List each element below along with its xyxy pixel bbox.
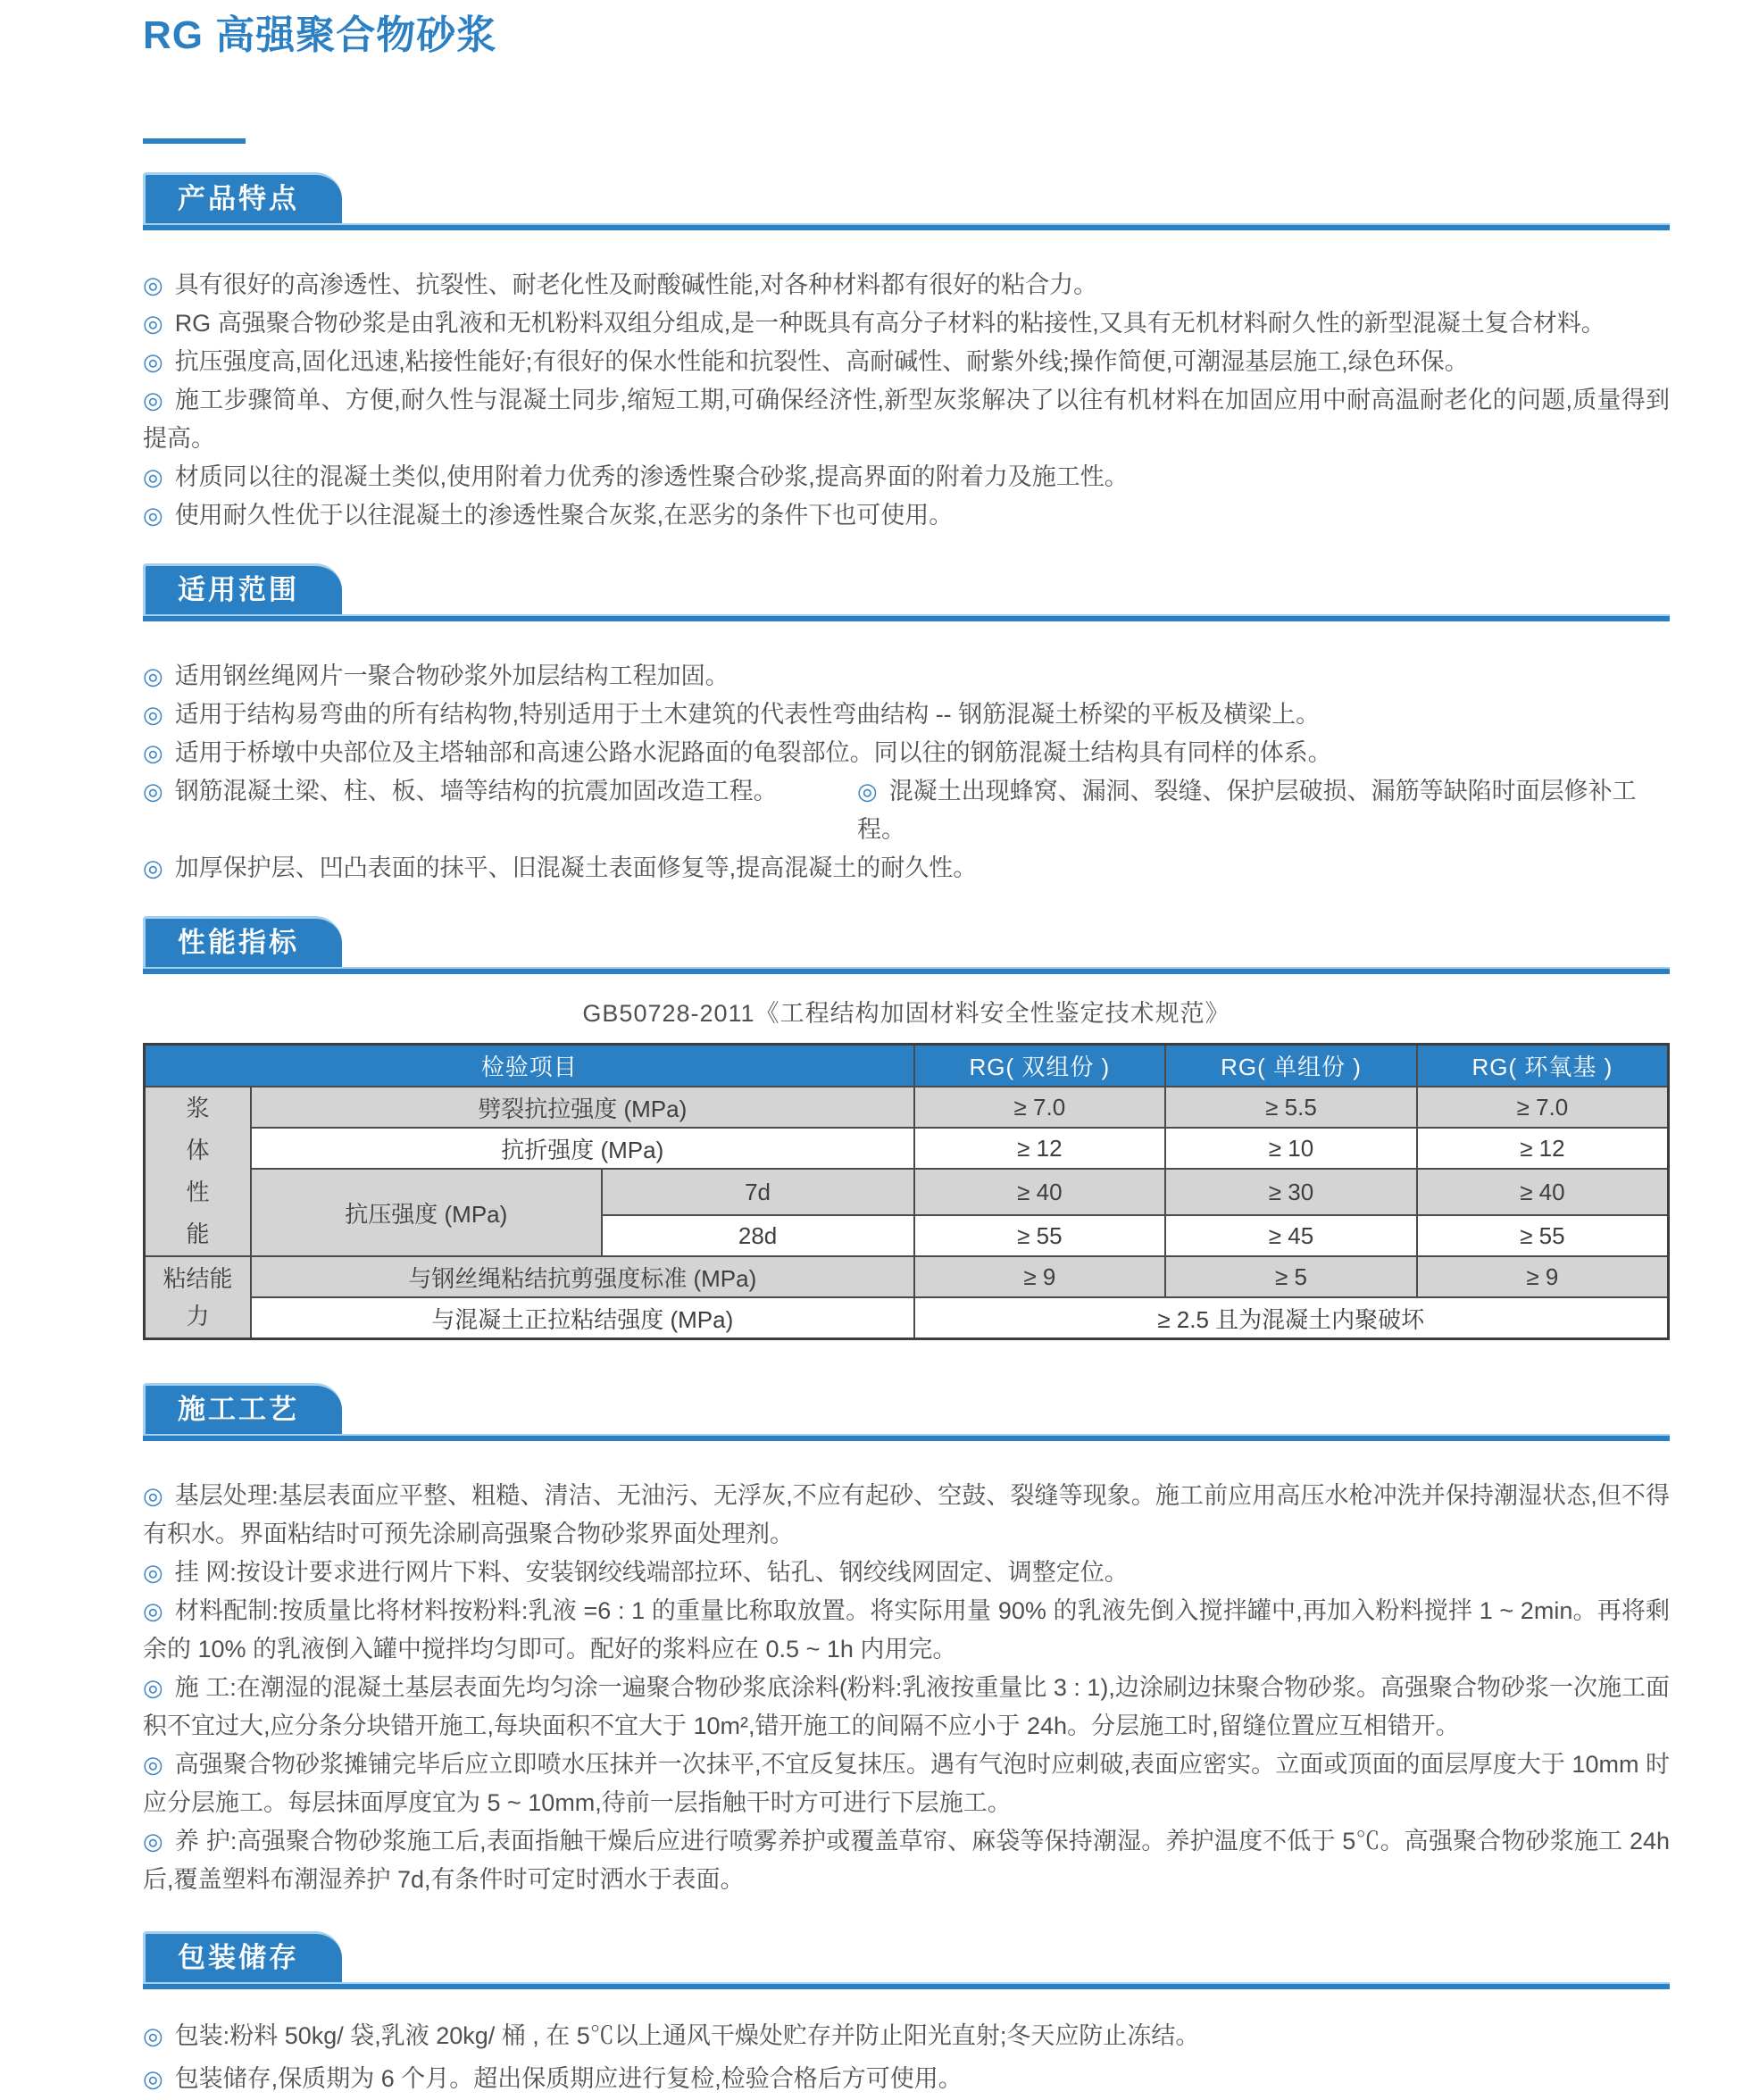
list-item-text: 养 护:高强聚合物砂浆施工后,表面指触干燥后应进行喷雾养护或覆盖草帘、麻袋等保持潮湿。养护温度不低于 5℃。高强聚合物砂浆施工 24h 后,覆盖塑料布潮湿养护 7d,有条件时可定时洒水于表面。 bbox=[143, 1827, 1670, 1893]
bullet-icon: ◎ bbox=[143, 1827, 163, 1854]
table-row bbox=[145, 1169, 1669, 1215]
bullet-icon: ◎ bbox=[143, 501, 163, 529]
list-item bbox=[143, 1554, 1670, 1592]
col-header-rg2: RG( 双组份 ) bbox=[914, 1044, 1166, 1087]
title-underline bbox=[143, 138, 246, 144]
row-label-compressive: 抗压强度 (MPa) bbox=[251, 1169, 602, 1256]
list-item-text: 钢筋混凝土梁、柱、板、墙等结构的抗震加固改造工程。 bbox=[174, 777, 778, 804]
process-list bbox=[143, 1477, 1670, 1899]
features-list bbox=[143, 266, 1670, 535]
bullet-icon: ◎ bbox=[143, 662, 163, 689]
bullet-icon: ◎ bbox=[143, 1750, 163, 1778]
bullet-icon: ◎ bbox=[143, 462, 163, 490]
bullet-icon: ◎ bbox=[143, 271, 163, 298]
cell-value: ≥ 5.5 bbox=[1165, 1087, 1417, 1128]
cell-value: ≥ 55 bbox=[1417, 1215, 1669, 1256]
list-item-text: 抗压强度高,固化迅速,粘接性能好;有很好的保水性能和抗裂性、高耐碱性、耐紫外线;操作简便,可潮湿基层施工,绿色环保。 bbox=[174, 347, 1469, 375]
bullet-icon: ◎ bbox=[143, 1481, 163, 1509]
section-header-features bbox=[143, 172, 1670, 230]
bullet-icon: ◎ bbox=[857, 777, 878, 804]
list-item-text: 材料配制:按质量比将材料按粉料:乳液 =6 : 1 的重量比称取放置。将实际用量 90% 的乳液先倒入搅拌罐中,再加入粉料搅拌 1 ~ 2min。再将剩余的 10% 的乳液倒入罐中搅拌均匀即可。配好的浆料应在 0.5 ~ 1h 内用完。 bbox=[143, 1596, 1670, 1662]
page-title: RG 高强聚合物砂浆 bbox=[143, 13, 497, 57]
section-badge: 性能指标 bbox=[143, 916, 342, 967]
bullet-icon: ◎ bbox=[143, 386, 163, 413]
section-rule bbox=[143, 1434, 1670, 1441]
list-item-text: 具有很好的高渗透性、抗裂性、耐老化性及耐酸碱性能,对各种材料都有很好的粘合力。 bbox=[174, 271, 1098, 298]
cell-value: ≥ 12 bbox=[1417, 1128, 1669, 1169]
scope-list bbox=[143, 657, 1670, 888]
list-item bbox=[143, 1477, 1670, 1554]
list-item bbox=[143, 1592, 1670, 1669]
col-header-rg1: RG( 单组份 ) bbox=[1165, 1044, 1417, 1087]
cell-value: ≥ 30 bbox=[1165, 1169, 1417, 1215]
list-item-text: 材质同以往的混凝土类似,使用附着力优秀的渗透性聚合砂浆,提高界面的附着力及施工性。 bbox=[174, 462, 1129, 490]
row-label: 与混凝土正拉粘结强度 (MPa) bbox=[251, 1297, 914, 1338]
section-rule bbox=[143, 1982, 1670, 1989]
list-item bbox=[143, 266, 1670, 304]
row-group-slurry: 浆体性能 bbox=[145, 1087, 251, 1256]
list-item-text: 适用于结构易弯曲的所有结构物,特别适用于土木建筑的代表性弯曲结构 -- 钢筋混凝土桥梁的平板及横梁上。 bbox=[174, 700, 1321, 728]
bullet-icon: ◎ bbox=[143, 1673, 163, 1701]
row-sublabel: 7d bbox=[602, 1169, 914, 1215]
list-item bbox=[143, 657, 1670, 696]
list-item bbox=[143, 1669, 1670, 1746]
bullet-icon: ◎ bbox=[143, 2021, 163, 2049]
cell-value: ≥ 10 bbox=[1165, 1128, 1417, 1169]
section-header-storage bbox=[143, 1931, 1670, 1989]
cell-value: ≥ 40 bbox=[914, 1169, 1166, 1215]
section-header-scope bbox=[143, 563, 1670, 621]
row-group-bonding: 粘结能力 bbox=[145, 1256, 251, 1338]
list-item bbox=[143, 849, 1670, 888]
bullet-icon: ◎ bbox=[143, 347, 163, 375]
list-item-text: 适用钢丝绳网片一聚合物砂浆外加层结构工程加固。 bbox=[174, 662, 729, 689]
list-item bbox=[143, 1746, 1670, 1822]
list-item-text: 使用耐久性优于以往混凝土的渗透性聚合灰浆,在恶劣的条件下也可使用。 bbox=[174, 501, 954, 529]
section-header-process bbox=[143, 1383, 1670, 1441]
table-row bbox=[145, 1297, 1669, 1338]
bullet-icon: ◎ bbox=[143, 700, 163, 728]
list-item-text: 包装:粉料 50kg/ 袋,乳液 20kg/ 桶 , 在 5℃以上通风干燥处贮存并防止阳光直射;冬天应防止冻结。 bbox=[174, 2021, 1200, 2049]
cell-value: ≥ 45 bbox=[1165, 1215, 1417, 1256]
list-item bbox=[143, 304, 1670, 343]
row-label: 与钢丝绳粘结抗剪强度标准 (MPa) bbox=[251, 1256, 914, 1297]
list-item-text: 施工步骤简单、方便,耐久性与混凝土同步,缩短工期,可确保经济性,新型灰浆解决了以往有机材料在加固应用中耐高温耐老化的问题,质量得到提高。 bbox=[143, 386, 1670, 452]
list-item-text: 挂 网:按设计要求进行网片下料、安装钢绞线端部拉环、钻孔、钢绞线网固定、调整定位。 bbox=[174, 1558, 1129, 1586]
bullet-icon: ◎ bbox=[143, 777, 163, 804]
list-item-text: 适用于桥墩中央部位及主塔轴部和高速公路水泥路面的龟裂部位。同以往的钢筋混凝土结构具有同样的体系。 bbox=[174, 738, 1332, 766]
row-label: 劈裂抗拉强度 (MPa) bbox=[251, 1087, 914, 1128]
table-row bbox=[145, 1087, 1669, 1128]
table-header-row bbox=[145, 1044, 1669, 1087]
section-badge: 包装储存 bbox=[143, 1931, 342, 1982]
list-item bbox=[143, 343, 1670, 381]
list-item bbox=[143, 1822, 1670, 1899]
table-caption: GB50728-2011《工程结构加固材料安全性鉴定技术规范》 bbox=[582, 999, 1230, 1027]
storage-list bbox=[143, 2014, 1670, 2100]
bullet-icon: ◎ bbox=[143, 2064, 163, 2092]
row-sublabel: 28d bbox=[602, 1215, 914, 1256]
table-row bbox=[145, 1128, 1669, 1169]
list-item bbox=[857, 772, 1670, 849]
bullet-icon: ◎ bbox=[143, 309, 163, 337]
cell-value: ≥ 12 bbox=[914, 1128, 1166, 1169]
list-item-text: 基层处理:基层表面应平整、粗糙、清洁、无油污、无浮灰,不应有起砂、空鼓、裂缝等现象。施工前应用高压水枪冲洗并保持潮湿状态,但不得有积水。界面粘结时可预先涂刷高强聚合物砂浆界面处理剂。 bbox=[143, 1481, 1670, 1547]
list-item-text: 包装储存,保质期为 6 个月。超出保质期应进行复检,检验合格后方可使用。 bbox=[174, 2064, 963, 2092]
section-rule bbox=[143, 967, 1670, 974]
cell-value: ≥ 55 bbox=[914, 1215, 1166, 1256]
list-item bbox=[143, 734, 1670, 772]
cell-value: ≥ 7.0 bbox=[1417, 1087, 1669, 1128]
bullet-icon: ◎ bbox=[143, 1596, 163, 1624]
bullet-icon: ◎ bbox=[143, 854, 163, 881]
table-row bbox=[145, 1256, 1669, 1297]
list-item bbox=[143, 458, 1670, 496]
list-item-text: 加厚保护层、凹凸表面的抹平、旧混凝土表面修复等,提高混凝土的耐久性。 bbox=[174, 854, 978, 881]
cell-value: ≥ 9 bbox=[914, 1256, 1166, 1297]
cell-value: ≥ 40 bbox=[1417, 1169, 1669, 1215]
cell-value: ≥ 5 bbox=[1165, 1256, 1417, 1297]
bullet-icon: ◎ bbox=[143, 1558, 163, 1586]
list-item bbox=[143, 772, 857, 849]
list-item bbox=[143, 2014, 1670, 2057]
list-item bbox=[143, 2057, 1670, 2100]
section-rule bbox=[143, 614, 1670, 621]
section-badge: 施工工艺 bbox=[143, 1383, 342, 1434]
performance-table bbox=[143, 1043, 1670, 1340]
section-rule bbox=[143, 223, 1670, 230]
section-header-performance bbox=[143, 916, 1670, 974]
col-header-rg-epoxy: RG( 环氧基 ) bbox=[1417, 1044, 1669, 1087]
list-item-text: 混凝土出现蜂窝、漏洞、裂缝、保护层破损、漏筋等缺陷时面层修补工程。 bbox=[857, 777, 1637, 843]
list-item bbox=[143, 381, 1670, 458]
cell-value: ≥ 9 bbox=[1417, 1256, 1669, 1297]
col-header-item: 检验项目 bbox=[145, 1044, 914, 1087]
list-item-text: 施 工:在潮湿的混凝土基层表面先均匀涂一遍聚合物砂浆底涂料(粉料:乳液按重量比 3 : 1),边涂刷边抹聚合物砂浆。高强聚合物砂浆一次施工面积不宜过大,应分条分块错开施工,每块面积不宜大于 10m²,错开施工的间隔不应小于 24h。分层施工时,留缝位置应互相错开。 bbox=[143, 1673, 1671, 1739]
list-item-text: 高强聚合物砂浆摊铺完毕后应立即喷水压抹并一次抹平,不宜反复抹压。遇有气泡时应刺破,表面应密实。立面或顶面的面层厚度大于 10mm 时应分层施工。每层抹面厚度宜为 5 ~ 10mm,待前一层指触干时方可进行下层施工。 bbox=[143, 1750, 1670, 1816]
cell-value: ≥ 7.0 bbox=[914, 1087, 1166, 1128]
list-item-text: RG 高强聚合物砂浆是由乳液和无机粉料双组分组成,是一种既具有高分子材料的粘接性,又具有无机材料耐久性的新型混凝土复合材料。 bbox=[174, 309, 1605, 337]
row-label: 抗折强度 (MPa) bbox=[251, 1128, 914, 1169]
section-badge: 适用范围 bbox=[143, 563, 342, 614]
list-item bbox=[143, 696, 1670, 734]
section-badge: 产品特点 bbox=[143, 172, 342, 223]
list-item bbox=[143, 496, 1670, 535]
list-item-double bbox=[143, 772, 1670, 849]
cell-value-span: ≥ 2.5 且为混凝土内聚破坏 bbox=[914, 1297, 1669, 1338]
bullet-icon: ◎ bbox=[143, 738, 163, 766]
